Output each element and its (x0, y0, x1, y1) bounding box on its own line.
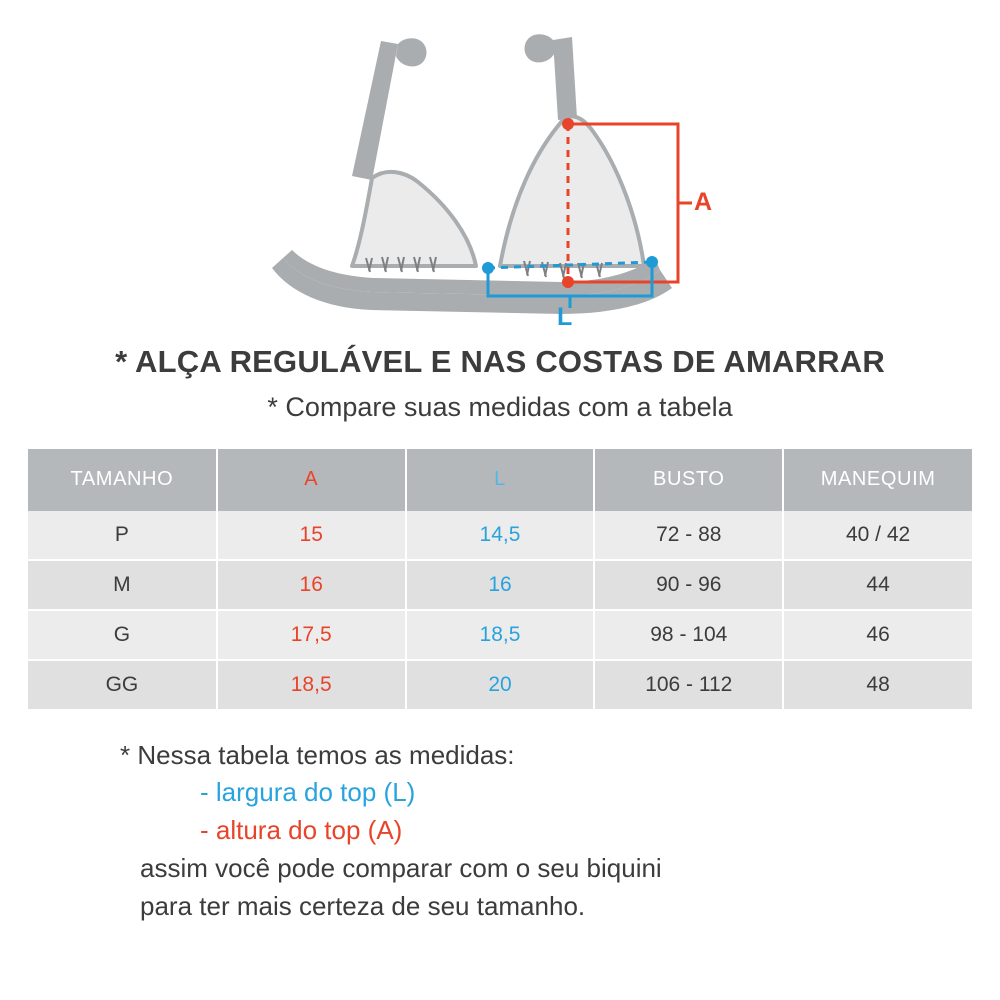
cell-l: 20 (406, 660, 595, 710)
page-title: * ALÇA REGULÁVEL E NAS COSTAS DE AMARRAR (115, 344, 885, 379)
note-line-altura: - altura do top (A) (200, 815, 403, 846)
table-header-row (28, 449, 972, 511)
cell-l: 14,5 (406, 511, 595, 560)
column-header-a: A (217, 449, 406, 511)
cell-a: 18,5 (217, 660, 406, 710)
left-cup (352, 172, 476, 266)
cell-manequim: 46 (783, 610, 972, 660)
measure-a-label: A (694, 188, 713, 216)
cell-manequim: 40 / 42 (783, 511, 972, 560)
cell-a: 15 (217, 511, 406, 560)
measure-l-label: L (557, 303, 573, 331)
cell-a: 17,5 (217, 610, 406, 660)
cell-busto: 98 - 104 (594, 610, 783, 660)
cell-busto: 72 - 88 (594, 511, 783, 560)
column-header-busto: BUSTO (594, 449, 783, 511)
right-cup (500, 116, 644, 266)
cell-busto: 106 - 112 (594, 660, 783, 710)
bikini-illustration-svg (0, 0, 1000, 345)
size-table-wrapper (28, 449, 972, 711)
table-row (28, 610, 972, 660)
column-header-l: L (406, 449, 595, 511)
cell-l: 16 (406, 560, 595, 610)
cell-manequim: 48 (783, 660, 972, 710)
cell-l: 18,5 (406, 610, 595, 660)
cell-tamanho: M (28, 560, 217, 610)
table-row (28, 660, 972, 710)
note-line-largura: - largura do top (L) (200, 777, 416, 808)
cell-busto: 90 - 96 (594, 560, 783, 610)
cell-manequim: 44 (783, 560, 972, 610)
table-row (28, 560, 972, 610)
note-line-5: para ter mais certeza de seu tamanho. (140, 890, 586, 921)
cell-tamanho: G (28, 610, 217, 660)
column-header-tamanho: TAMANHO (28, 449, 217, 511)
page-subtitle: * Compare suas medidas com a tabela (267, 392, 733, 423)
note-line-4: assim você pode comparar com o seu biquini (140, 852, 662, 883)
bikini-top-diagram (0, 0, 1000, 345)
cell-a: 16 (217, 560, 406, 610)
note-line-1: * Nessa tabela temos as medidas: (120, 739, 515, 770)
cell-tamanho: GG (28, 660, 217, 710)
column-header-manequim: MANEQUIM (783, 449, 972, 511)
table-row (28, 511, 972, 560)
cell-tamanho: P (28, 511, 217, 560)
size-table (28, 449, 972, 711)
notes-block (0, 737, 1000, 925)
